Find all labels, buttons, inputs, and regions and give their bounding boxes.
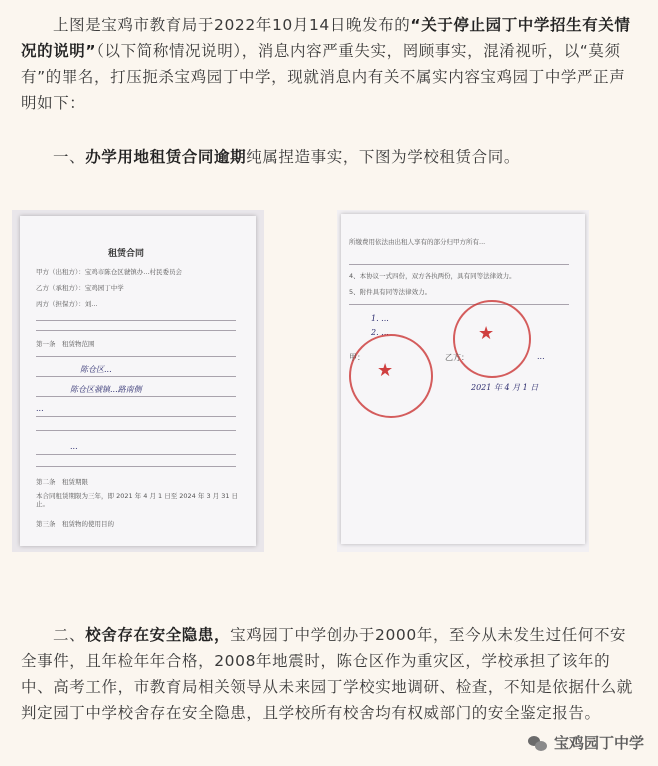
contract-right-line-2: 4、本协议一式四份，双方各执两份，具有同等法律效力。 [349, 272, 516, 280]
contract-photo-right [337, 210, 589, 552]
contract-right-line-3: 5、附件具有同等法律效力。 [349, 288, 432, 296]
party-b-label: 乙方： [445, 353, 469, 362]
intro-text-1: 上图是宝鸡市教育局于2022年10月14日晚发布的 [53, 16, 411, 34]
intro-paragraph [21, 12, 641, 116]
doc-rule [349, 264, 569, 265]
point-one-paragraph [21, 144, 641, 170]
doc-rule [36, 320, 236, 321]
watermark-label: 宝鸡园丁中学 [553, 734, 644, 752]
contract-section-3: 第三条 租赁物的使用目的 [36, 520, 114, 528]
doc-rule [36, 376, 236, 377]
intro-text-2: （以下简称情况说明），消息内容严重失实，罔顾事实，混淆视听，以“莫须有”的罪名，打压扼杀宝鸡园丁中学，现就消息内有关不属实内容宝鸡园丁中学严正声明如下： [21, 42, 626, 112]
contract-paper-right [341, 214, 585, 544]
handwriting-3: ... [36, 404, 44, 413]
doc-rule [349, 304, 569, 305]
handwriting-right-1: 1. ... [371, 314, 389, 323]
point-one-text: 纯属捏造事实，下图为学校租赁合同。 [246, 148, 520, 166]
contract-section-1: 第一条 租赁物范围 [36, 340, 95, 348]
point-two-text: 宝鸡园丁中学创办于2000年，至今从未发生过任何不安全事件，且年检年年合格，2008年地震时，陈仓区作为重灾区，学校承担了该年的中、高考工作，市教育局相关领导从未来园丁学校实地调研、检查，不知是依据什么就判定园丁中学校舍存在安全隐患，且学校所有校舍均有权威部门的安全鉴定报告。 [21, 626, 633, 722]
wechat-icon [528, 733, 548, 753]
doc-rule [36, 356, 236, 357]
point-one-prefix: 一、 [53, 148, 86, 166]
doc-rule [36, 396, 236, 397]
contract-right-line-1: 所缴费用依法由出租人享有的部分归甲方所有... [349, 238, 486, 246]
contract-date: 2021 年 4 月 1 日 [471, 383, 539, 392]
intro-title-bold: “关于停止园丁中学招生有关情况的说明” [21, 16, 631, 60]
doc-rule [36, 466, 236, 467]
account-watermark [528, 732, 644, 753]
contract-section-2: 第二条 租赁期限 [36, 478, 88, 486]
point-two-prefix: 二、 [53, 626, 86, 644]
contract-line-3: 丙方（担保方）：刘... [36, 300, 98, 308]
contract-tenure: 本合同租赁期限为三年，即 2021 年 4 月 1 日至 2024 年 3 月 31 日止。 [36, 492, 239, 508]
village-seal-star-icon: ★ [377, 360, 394, 381]
party-a-label: 甲： [349, 353, 365, 362]
signature-right: ... [537, 352, 545, 361]
contract-line-2: 乙方（承租方）：宝鸡园丁中学 [36, 284, 124, 292]
contract-paper-left [20, 216, 256, 546]
contract-line-1: 甲方（出租方）：宝鸡市陈仓区虢镇办...村民委员会 [36, 268, 182, 276]
school-seal-star-icon: ★ [478, 323, 495, 344]
doc-rule [36, 430, 236, 431]
doc-rule [36, 416, 236, 417]
doc-rule [36, 330, 236, 331]
handwriting-4: ... [70, 442, 78, 451]
handwriting-2: 陈仓区虢镇...路南侧 [70, 385, 142, 394]
contract-title: 租赁合同 [108, 249, 145, 259]
doc-rule [36, 454, 236, 455]
point-one-bold: 办学用地租赁合同逾期 [85, 148, 247, 166]
handwriting-right-2: 2. ... [371, 328, 389, 337]
handwriting-1: 陈仓区... [80, 365, 112, 374]
point-two-bold: 校舍存在安全隐患， [85, 626, 231, 644]
contract-photo-left [12, 210, 264, 552]
point-two-paragraph [21, 622, 641, 726]
